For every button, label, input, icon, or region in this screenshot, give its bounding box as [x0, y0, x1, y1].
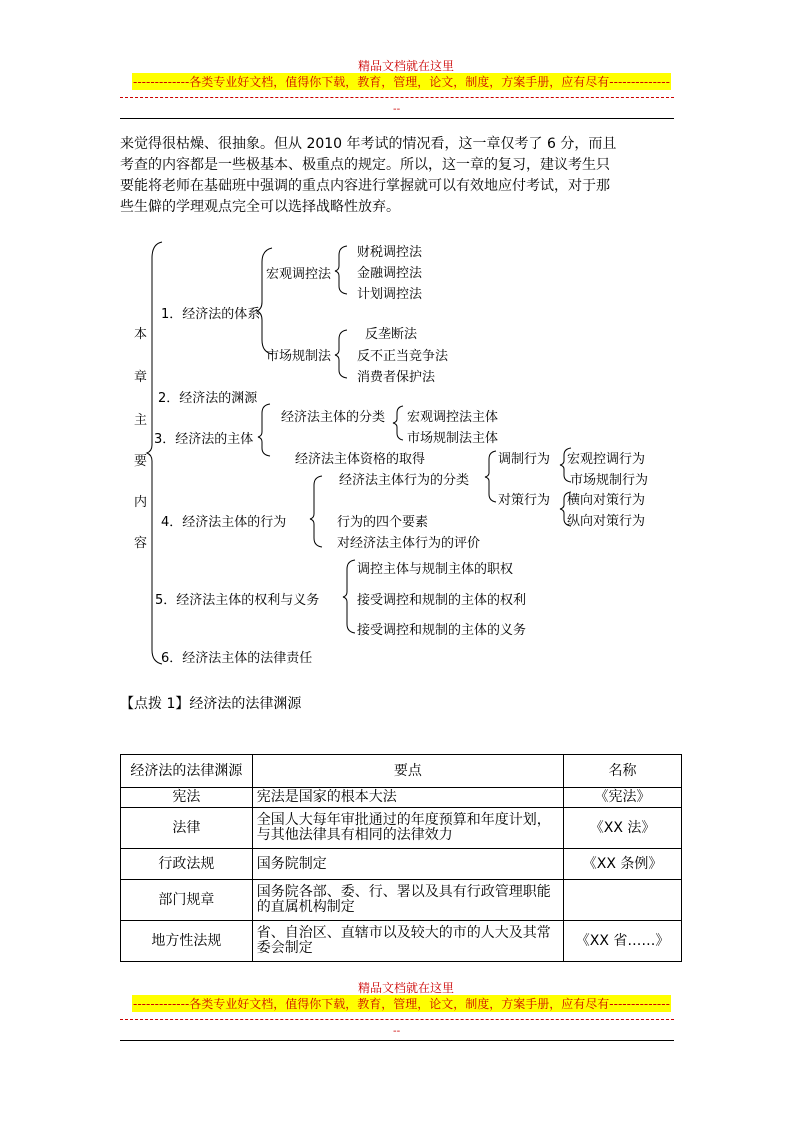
item3-label: 3．经济法的主体 — [154, 432, 254, 447]
intro-line-4: 些生僻的学理观点完全可以选择战略性放弃。 — [120, 199, 400, 215]
table-cell-points: 全国人大每年审批通过的年度预算和年度计划，与其他法律具有相同的法律效力 — [252, 808, 563, 849]
header-slogan: -------------各类专业好文档，值得你下载，教育，管理，论文，制度，方案手册，应有尽有-------------- — [133, 75, 670, 89]
table-header-points: 要点 — [252, 755, 563, 788]
item6-label: 6．经济法主体的法律责任 — [161, 651, 313, 666]
subject-class-brace — [393, 406, 403, 440]
root-char-2: 章 — [134, 370, 148, 385]
market-item-1: 反垄断法 — [365, 327, 418, 342]
item3-brace — [258, 404, 270, 456]
table-cell-source: 部门规章 — [121, 880, 253, 921]
subject-qual-label: 经济法主体资格的取得 — [295, 452, 426, 467]
table-cell-name: 《XX 条例》 — [564, 849, 682, 880]
table-cell-points: 宪法是国家的根本大法 — [252, 788, 563, 808]
rights-item-2: 接受调控和规制的主体的权利 — [357, 593, 527, 608]
macro-item-1: 财税调控法 — [357, 245, 423, 260]
table-row — [121, 921, 682, 962]
header-title: 精品文档就在这里 — [358, 59, 455, 73]
table-header-source: 经济法的法律渊源 — [121, 755, 253, 788]
rights-item-3: 接受调控和规制的主体的义务 — [357, 623, 527, 638]
footer-small-mark: -- — [393, 1026, 401, 1037]
evaluation-label: 对经济法主体行为的评价 — [337, 536, 481, 551]
table-cell-name: 《宪法》 — [564, 788, 682, 808]
table-cell-source: 法律 — [121, 808, 253, 849]
root-char-6: 容 — [134, 536, 148, 551]
market-brace — [335, 330, 347, 378]
behavior-class-brace — [485, 451, 496, 502]
market-label: 市场规制法 — [266, 349, 332, 364]
item4-brace — [310, 476, 322, 547]
intro-line-3: 要能将老师在基础班中强调的重点内容进行掌握就可以有效地应付考试，对于那 — [120, 178, 610, 194]
tip-heading: 【点拨 1】经济法的法律渊源 — [120, 696, 302, 712]
macro-item-2: 金融调控法 — [357, 266, 423, 281]
root-char-1: 本 — [134, 327, 148, 342]
subject-item-2: 市场规制法主体 — [407, 431, 499, 446]
root-char-5: 内 — [134, 495, 148, 510]
table-cell-name: 《XX 省……》 — [564, 921, 682, 962]
table-row — [121, 880, 682, 921]
subject-class-label: 经济法主体的分类 — [281, 410, 386, 425]
counter-item-2: 纵向对策行为 — [567, 514, 646, 529]
table-cell-source: 地方性法规 — [121, 921, 253, 962]
regulate-item-2: 市场规制行为 — [570, 473, 649, 488]
intro-line-1: 来觉得很枯燥、很抽象。但从 2010 年考试的情况看，这一章仅考了 6 分，而且 — [120, 136, 617, 152]
four-elements-label: 行为的四个要素 — [337, 515, 429, 530]
item1-label: 1．经济法的体系 — [161, 307, 261, 322]
sources-table — [120, 754, 682, 962]
table-cell-points: 国务院各部、委、行、署以及具有行政管理职能的直属机构制定 — [252, 880, 563, 921]
root-char-4: 要 — [134, 454, 148, 469]
table-row — [121, 808, 682, 849]
intro-line-2: 考查的内容都是一些极基本、极重点的规定。所以，这一章的复习，建议考生只 — [120, 157, 610, 173]
table-header-row — [121, 755, 682, 788]
behavior-class-label: 经济法主体行为的分类 — [339, 473, 470, 488]
root-char-3: 主 — [134, 413, 148, 428]
counter-label: 对策行为 — [498, 493, 551, 508]
item2-label: 2．经济法的渊源 — [158, 391, 258, 406]
rights-item-1: 调控主体与规制主体的职权 — [357, 562, 514, 577]
subject-item-1: 宏观调控法主体 — [407, 410, 499, 425]
market-item-3: 消费者保护法 — [357, 370, 436, 385]
counter-item-1: 横向对策行为 — [567, 493, 646, 508]
regulate-label: 调制行为 — [498, 452, 551, 467]
table-header-name: 名称 — [564, 755, 682, 788]
item4-label: 4．经济法主体的行为 — [161, 515, 287, 530]
footer-dashed-divider — [120, 1019, 674, 1020]
header-small-mark: -- — [393, 104, 401, 115]
table-cell-name: 《XX 法》 — [564, 808, 682, 849]
table-cell-name — [564, 880, 682, 921]
item5-label: 5．经济法主体的权利与义务 — [155, 593, 320, 608]
footer-slogan: -------------各类专业好文档，值得你下载，教育，管理，论文，制度，方案手册，应有尽有-------------- — [133, 997, 670, 1011]
regulate-item-1: 宏观控调行为 — [567, 452, 646, 467]
table-row — [121, 788, 682, 808]
table-row — [121, 849, 682, 880]
macro-brace — [335, 246, 347, 294]
footer-rule — [120, 1040, 674, 1041]
table-cell-source: 宪法 — [121, 788, 253, 808]
item5-brace — [343, 560, 355, 633]
table-cell-points: 省、自治区、直辖市以及较大的市的人大及其常委会制定 — [252, 921, 563, 962]
macro-item-3: 计划调控法 — [357, 287, 423, 302]
table-cell-points: 国务院制定 — [252, 849, 563, 880]
table-cell-source: 行政法规 — [121, 849, 253, 880]
footer-title: 精品文档就在这里 — [358, 981, 455, 995]
market-item-2: 反不正当竞争法 — [357, 349, 449, 364]
macro-label: 宏观调控法 — [266, 267, 332, 282]
